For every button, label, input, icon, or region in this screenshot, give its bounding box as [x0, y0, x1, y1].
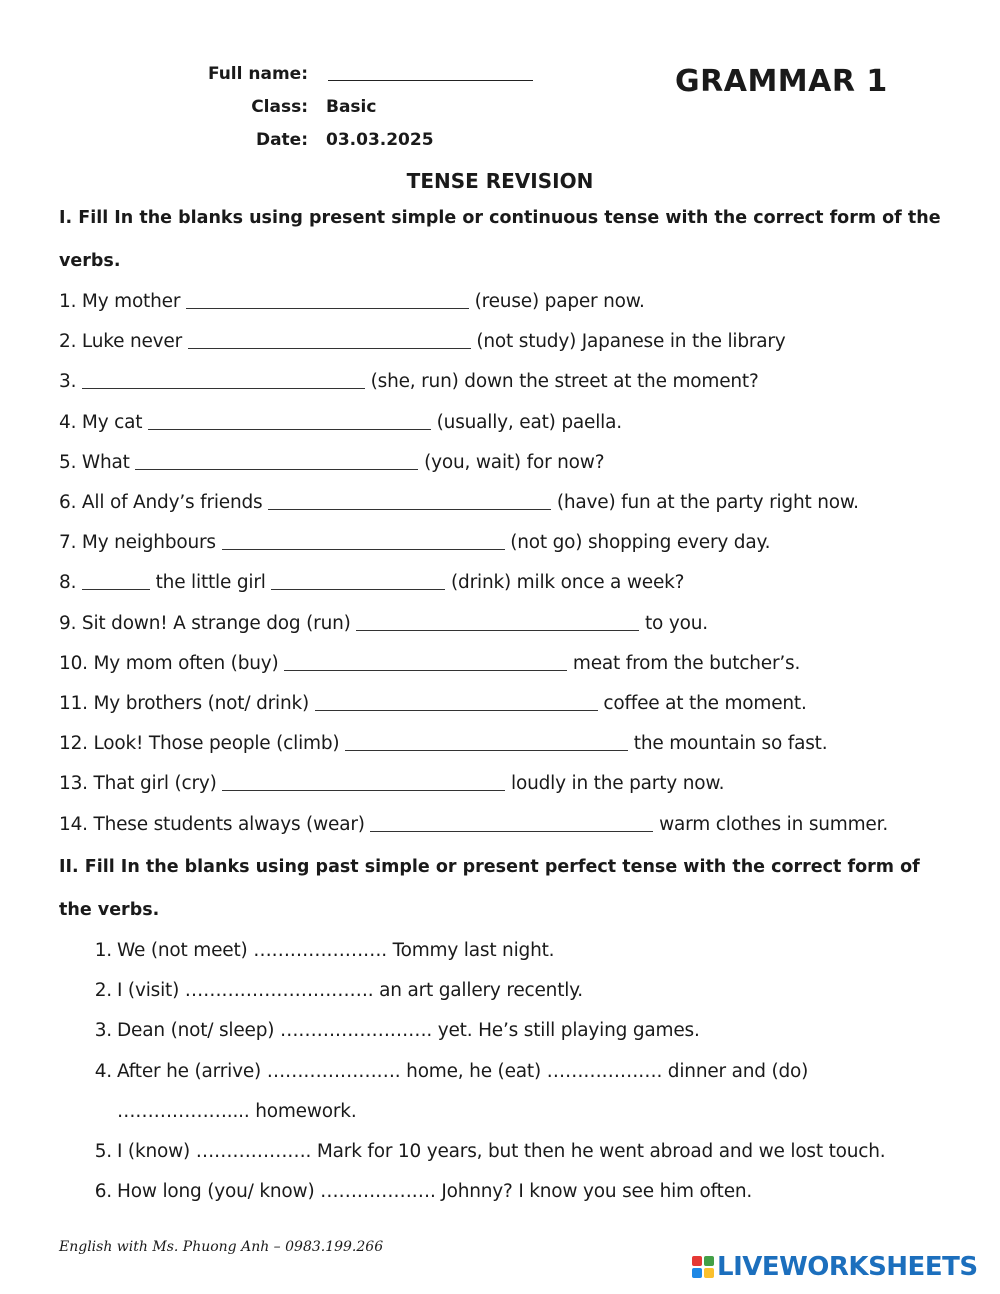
- question-item: [117, 1101, 357, 1122]
- class-label: Class:: [251, 97, 308, 117]
- question-text-before: 5. What: [59, 451, 136, 473]
- question-number: 2.: [94, 980, 112, 1002]
- answer-blank[interactable]: [82, 588, 150, 590]
- question-text-after: the mountain so fast.: [628, 733, 828, 755]
- question-item: [94, 1020, 700, 1042]
- answer-blank[interactable]: [284, 669, 567, 671]
- date-label: Date:: [255, 130, 308, 150]
- question-text-after: (not study) Japanese in the library: [470, 331, 786, 353]
- question-text-before: 7. My neighbours: [59, 532, 222, 554]
- answer-blank[interactable]: [148, 428, 431, 430]
- answer-blank[interactable]: [356, 629, 639, 631]
- question-item: [59, 693, 807, 714]
- question-text-before: 6. All of Andy’s friends: [59, 492, 269, 513]
- full-name-label: Full name:: [207, 64, 308, 84]
- question-text-after: meat from the butcher’s.: [567, 652, 801, 674]
- question-text-before: 3.: [59, 371, 82, 393]
- question-text-after: warm clothes in summer.: [653, 813, 888, 835]
- answer-blank[interactable]: [222, 789, 505, 791]
- section1-heading-line1: I. Fill In the blanks using present simple or continuous tense with the correct form of the: [59, 208, 941, 228]
- answer-blank[interactable]: [222, 548, 505, 550]
- question-number: 4.: [94, 1060, 112, 1082]
- question-item: [59, 733, 827, 754]
- answer-blank[interactable]: [186, 307, 469, 309]
- footer-credit: English with Ms. Phuong Anh – 0983.199.266: [59, 1239, 384, 1255]
- question-text-before: 10. My mom often (buy): [59, 652, 285, 674]
- question-item: [59, 814, 888, 835]
- question-text[interactable]: ……………….... homework.: [117, 1100, 357, 1122]
- question-item: [94, 940, 555, 961]
- section2-heading-line1: II. Fill In the blanks using past simple or present perfect tense with the correct form of: [59, 857, 920, 877]
- question-text[interactable]: How long (you/ know) ………………. Johnny? I know you see him often.: [117, 1181, 753, 1203]
- question-number: 6.: [94, 1181, 112, 1203]
- question-text-middle: the little girl: [149, 572, 272, 594]
- section1-heading-line2: verbs.: [59, 251, 121, 271]
- section2-heading: [59, 846, 949, 932]
- question-text-after: to you.: [639, 612, 708, 634]
- question-item: [59, 773, 724, 794]
- question-text-after: (you, wait) for now?: [418, 451, 605, 473]
- question-item: [59, 492, 859, 513]
- question-text-before: 1. My mother: [59, 291, 186, 312]
- question-number: 3.: [94, 1020, 112, 1042]
- answer-blank[interactable]: [315, 709, 598, 711]
- question-text-after: (drink) milk once a week?: [445, 572, 685, 594]
- section-subtitle: TENSE REVISION: [406, 169, 594, 193]
- answer-blank[interactable]: [135, 468, 418, 470]
- answer-blank[interactable]: [370, 830, 653, 832]
- question-text-after: loudly in the party now.: [505, 773, 725, 795]
- question-text-after: (she, run) down the street at the moment?: [364, 371, 759, 393]
- answer-blank[interactable]: [268, 508, 551, 510]
- question-text-before: 9. Sit down! A strange dog (run): [59, 612, 357, 634]
- section2-heading-line2: the verbs.: [59, 900, 160, 920]
- full-name-blank[interactable]: [328, 80, 533, 81]
- question-text[interactable]: We (not meet) …………………. Tommy last night.: [117, 940, 555, 961]
- answer-blank[interactable]: [345, 749, 628, 751]
- liveworksheets-logo-icon: [692, 1256, 714, 1278]
- answer-blank[interactable]: [188, 347, 471, 349]
- question-text-before: 14. These students always (wear): [59, 813, 371, 835]
- answer-blank[interactable]: [271, 588, 445, 590]
- question-text-after: coffee at the moment.: [597, 693, 807, 714]
- liveworksheets-logo[interactable]: [692, 1252, 978, 1282]
- answer-blank[interactable]: [82, 387, 365, 389]
- question-item: [59, 572, 684, 593]
- question-number: 1.: [94, 940, 112, 961]
- question-text[interactable]: I (visit) …………………………. an art gallery recently.: [117, 980, 583, 1002]
- question-text-before: 4. My cat: [59, 411, 148, 433]
- question-text-before: 2. Luke never: [59, 331, 188, 353]
- question-text[interactable]: I (know) ………………. Mark for 10 years, but then he went abroad and we lost touch.: [117, 1141, 886, 1162]
- question-item: [94, 1181, 753, 1203]
- class-value: Basic: [326, 97, 377, 117]
- question-item: [59, 452, 604, 473]
- question-item: [59, 613, 708, 634]
- question-text-after: (usually, eat) paella.: [430, 411, 622, 433]
- question-text[interactable]: Dean (not/ sleep) ……………………. yet. He’s still playing games.: [117, 1020, 700, 1042]
- question-number: 5.: [94, 1141, 112, 1162]
- question-text-before: 13. That girl (cry): [59, 773, 223, 795]
- question-item: [94, 1141, 886, 1162]
- question-item: [59, 291, 645, 312]
- question-text-after: (not go) shopping every day.: [504, 532, 771, 554]
- liveworksheets-logo-text: LIVEWORKSHEETS: [717, 1252, 978, 1282]
- question-text-before: 8.: [59, 572, 82, 594]
- question-item: [94, 1060, 809, 1082]
- question-item: [59, 331, 786, 352]
- date-value: 03.03.2025: [326, 130, 434, 150]
- question-item: [59, 412, 622, 433]
- question-text-before: 12. Look! Those people (climb): [59, 733, 346, 755]
- question-text-before: 11. My brothers (not/ drink): [59, 693, 315, 714]
- question-text-after: (reuse) paper now.: [468, 291, 645, 312]
- worksheet-title: GRAMMAR 1: [675, 64, 888, 99]
- question-text[interactable]: After he (arrive) …………………. home, he (eat) ………………. dinner and (do): [117, 1060, 809, 1082]
- section1-heading: [59, 197, 949, 283]
- question-text-after: (have) fun at the party right now.: [551, 492, 859, 513]
- question-item: [94, 980, 583, 1002]
- question-item: [59, 532, 770, 553]
- question-item: [59, 653, 800, 674]
- question-item: [59, 371, 759, 392]
